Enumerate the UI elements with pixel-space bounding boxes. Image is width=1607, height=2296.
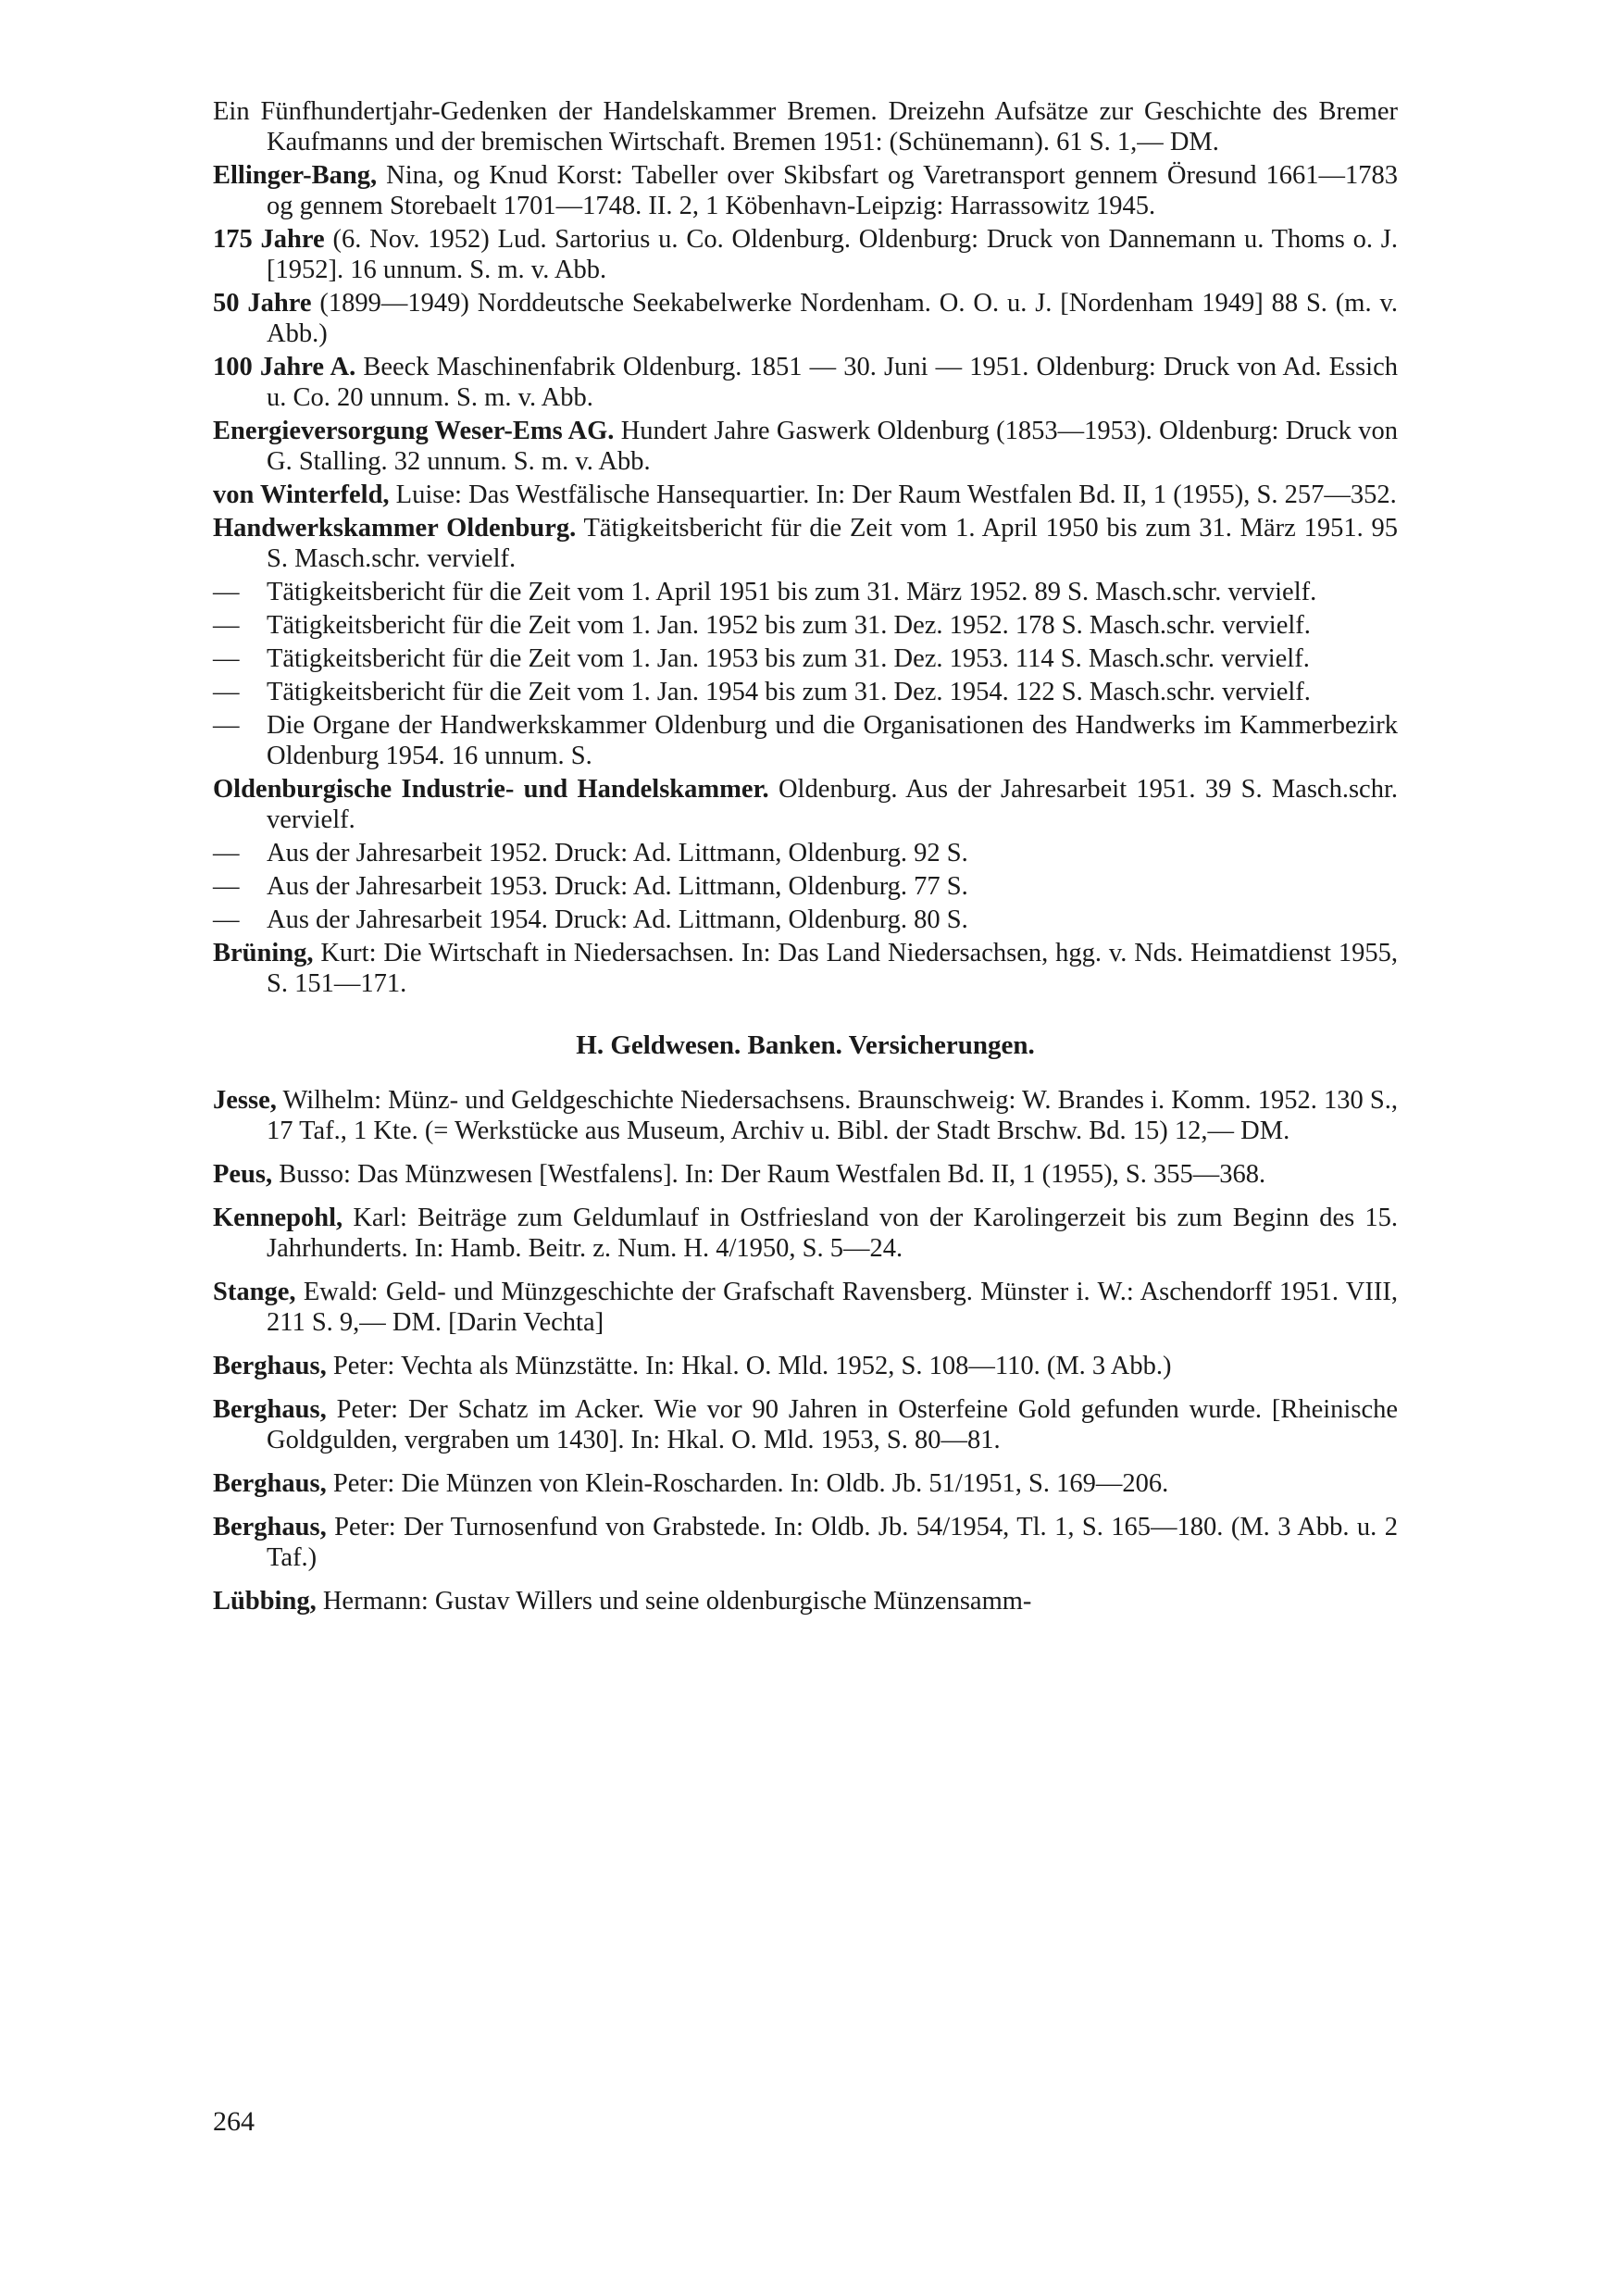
bibliography-entry bbox=[213, 96, 1398, 157]
entry-text: Peter: Der Turnosenfund von Grabstede. In: Oldb. Jb. 54/1954, Tl. 1, S. 165—180. (M. 3 Abb. u. 2 Taf.) bbox=[267, 1513, 1398, 1572]
entry-text: Beeck Maschinenfabrik Oldenburg. 1851 — 30. Juni — 1951. Oldenburg: Druck von Ad. Essich u. Co. 20 unnum. S. m. v. Abb. bbox=[267, 353, 1398, 412]
entry-text: Die Organe der Handwerkskammer Oldenburg und die Organisationen des Handwerks im Kammerbezirk Oldenburg 1954. 16 unnum. S. bbox=[267, 711, 1398, 770]
entry-text: Peter: Vechta als Münzstätte. In: Hkal. O. Mld. 1952, S. 108—110. (M. 3 Abb.) bbox=[326, 1352, 1172, 1380]
entry-text: Luise: Das Westfälische Hansequartier. In: Der Raum Westfalen Bd. II, 1 (1955), S. 257—352. bbox=[389, 480, 1397, 509]
bibliography-entry bbox=[213, 224, 1398, 285]
entry-text: (6. Nov. 1952) Lud. Sartorius u. Co. Oldenburg. Oldenburg: Druck von Dannemann u. Thoms o. J. [1952]. 16 unnum. S. m. v. Abb. bbox=[267, 225, 1398, 284]
entry-text: Aus der Jahresarbeit 1953. Druck: Ad. Littmann, Oldenburg. 77 S. bbox=[267, 872, 968, 901]
entry-text: Peter: Der Schatz im Acker. Wie vor 90 Jahren in Osterfeine Gold gefunden wurde. [Rheinische Goldgulden, vergraben um 1430]. In: Hkal. O. Mld. 1953, S. 80—81. bbox=[267, 1395, 1398, 1454]
bibliography-entry bbox=[213, 1203, 1398, 1264]
entry-author: Lübbing, bbox=[213, 1587, 317, 1616]
entry-author: Handwerkskammer Oldenburg. bbox=[213, 514, 577, 543]
bibliography-entry bbox=[213, 871, 1398, 902]
entry-author: 50 Jahre bbox=[213, 289, 312, 318]
entry-text: Hundert Jahre Gaswerk Oldenburg (1853—1953). Oldenburg: Druck von G. Stalling. 32 unnum. S. m. v. Abb. bbox=[267, 417, 1398, 476]
bibliography-entry bbox=[213, 1085, 1398, 1146]
entry-text: Tätigkeitsbericht für die Zeit vom 1. April 1951 bis zum 31. März 1952. 89 S. Masch.schr. vervielf. bbox=[267, 578, 1317, 606]
bibliography-entry bbox=[213, 577, 1398, 607]
entry-text: Kurt: Die Wirtschaft in Niedersachsen. In: Das Land Niedersachsen, hgg. v. Nds. Heimatdienst 1955, S. 151—171. bbox=[267, 939, 1398, 998]
entry-text: Ein Fünfhundertjahr-Gedenken der Handelskammer Bremen. Dreizehn Aufsätze zur Geschichte des Bremer Kaufmanns und der bremischen Wirtschaft. Bremen 1951: (Schünemann). 61 S. 1,— DM. bbox=[213, 97, 1398, 156]
entry-text: Hermann: Gustav Willers und seine oldenburgische Münzensamm- bbox=[316, 1587, 1032, 1616]
entry-author: Brüning, bbox=[213, 939, 314, 967]
entries-money-banking bbox=[213, 1085, 1398, 1616]
entry-author: Jesse, bbox=[213, 1086, 277, 1115]
entry-text: Busso: Das Münzwesen [Westfalens]. In: Der Raum Westfalen Bd. II, 1 (1955), S. 355—368. bbox=[272, 1160, 1266, 1189]
entry-text: Karl: Beiträge zum Geldumlauf in Ostfriesland von der Karolingerzeit bis zum Beginn des 15. Jahrhunderts. In: Hamb. Beitr. z. Num. H. 4/1950, S. 5—24. bbox=[267, 1204, 1398, 1263]
entry-text: Tätigkeitsbericht für die Zeit vom 1. Jan. 1954 bis zum 31. Dez. 1954. 122 S. Masch.schr. vervielf. bbox=[267, 678, 1311, 706]
entry-author: Berghaus, bbox=[213, 1395, 327, 1424]
entry-text: Tätigkeitsbericht für die Zeit vom 1. April 1950 bis zum 31. März 1951. 95 S. Masch.schr. vervielf. bbox=[267, 514, 1398, 573]
repeat-dash: — bbox=[213, 711, 240, 740]
bibliography-entry bbox=[213, 1512, 1398, 1573]
entry-author: 100 Jahre A. bbox=[213, 353, 356, 381]
repeat-dash: — bbox=[213, 839, 240, 867]
bibliography-entry bbox=[213, 1394, 1398, 1455]
bibliography-entry bbox=[213, 774, 1398, 835]
bibliography-entry bbox=[213, 1159, 1398, 1190]
bibliography-entry bbox=[213, 288, 1398, 349]
bibliography-entry bbox=[213, 480, 1398, 510]
repeat-dash: — bbox=[213, 872, 240, 901]
bibliography-entry bbox=[213, 1586, 1398, 1616]
section-heading: H. Geldwesen. Banken. Versicherungen. bbox=[576, 1030, 1035, 1060]
bibliography-entry bbox=[213, 905, 1398, 935]
bibliography-text bbox=[213, 96, 1398, 1616]
entry-author: Berghaus, bbox=[213, 1469, 327, 1498]
entry-text: Oldenburg. Aus der Jahresarbeit 1951. 39 S. Masch.schr. vervielf. bbox=[267, 775, 1398, 834]
entry-text: Tätigkeitsbericht für die Zeit vom 1. Jan. 1952 bis zum 31. Dez. 1952. 178 S. Masch.schr. vervielf. bbox=[267, 611, 1311, 640]
repeat-dash: — bbox=[213, 905, 240, 934]
entry-text: Tätigkeitsbericht für die Zeit vom 1. Jan. 1953 bis zum 31. Dez. 1953. 114 S. Masch.schr. vervielf. bbox=[267, 644, 1310, 673]
entry-text: Aus der Jahresarbeit 1954. Druck: Ad. Littmann, Oldenburg. 80 S. bbox=[267, 905, 968, 934]
entry-text: (1899—1949) Norddeutsche Seekabelwerke Nordenham. O. O. u. J. [Nordenham 1949] 88 S. (m. v. Abb.) bbox=[267, 289, 1398, 348]
bibliography-entry bbox=[213, 938, 1398, 999]
entry-author: Oldenburgische Industrie- und Handelskammer. bbox=[213, 775, 769, 804]
repeat-dash: — bbox=[213, 644, 240, 673]
bibliography-entry bbox=[213, 352, 1398, 413]
bibliography-entry bbox=[213, 610, 1398, 641]
bibliography-entry bbox=[213, 416, 1398, 477]
entry-author: Peus, bbox=[213, 1160, 273, 1189]
bibliography-entry bbox=[213, 643, 1398, 674]
entry-text: Ewald: Geld- und Münzgeschichte der Grafschaft Ravensberg. Münster i. W.: Aschendorff 1951. VIII, 211 S. 9,— DM. [Darin Vechta] bbox=[267, 1278, 1398, 1337]
entry-author: Kennepohl, bbox=[213, 1204, 343, 1232]
bibliography-entry bbox=[213, 710, 1398, 771]
repeat-dash: — bbox=[213, 578, 240, 606]
entry-author: Stange, bbox=[213, 1278, 296, 1306]
entry-text: Wilhelm: Münz- und Geldgeschichte Niedersachsens. Braunschweig: W. Brandes i. Komm. 1952. 130 S., 17 Taf., 1 Kte. (= Werkstücke aus Museum, Archiv u. Bibl. der Stadt Brschw. Bd. 15) 12,— DM. bbox=[267, 1086, 1398, 1145]
entry-author: Energieversorgung Weser-Ems AG. bbox=[213, 417, 615, 445]
entry-author: von Winterfeld, bbox=[213, 480, 390, 509]
bibliography-entry bbox=[213, 838, 1398, 868]
entry-text: Nina, og Knud Korst: Tabeller over Skibsfart og Varetransport gennem Öresund 1661—1783 og gennem Storebaelt 1701—1748. II. 2, 1 Köbenhavn-Leipzig: Harrassowitz 1945. bbox=[267, 161, 1398, 220]
entry-text: Peter: Die Münzen von Klein-Roscharden. In: Oldb. Jb. 51/1951, S. 169—206. bbox=[326, 1469, 1169, 1498]
entries-economy bbox=[213, 96, 1398, 999]
entry-author: 175 Jahre bbox=[213, 225, 325, 254]
bibliography-entry bbox=[213, 513, 1398, 574]
page-number: 264 bbox=[213, 2106, 255, 2137]
entry-author: Berghaus, bbox=[213, 1352, 327, 1380]
bibliography-entry bbox=[213, 1277, 1398, 1338]
repeat-dash: — bbox=[213, 611, 240, 640]
bibliography-entry bbox=[213, 160, 1398, 221]
repeat-dash: — bbox=[213, 678, 240, 706]
entry-author: Berghaus, bbox=[213, 1513, 327, 1541]
bibliography-entry bbox=[213, 677, 1398, 707]
bibliography-entry bbox=[213, 1468, 1398, 1499]
entry-text: Aus der Jahresarbeit 1952. Druck: Ad. Littmann, Oldenburg. 92 S. bbox=[267, 839, 968, 867]
entry-author: Ellinger-Bang, bbox=[213, 161, 378, 190]
bibliography-entry bbox=[213, 1351, 1398, 1381]
